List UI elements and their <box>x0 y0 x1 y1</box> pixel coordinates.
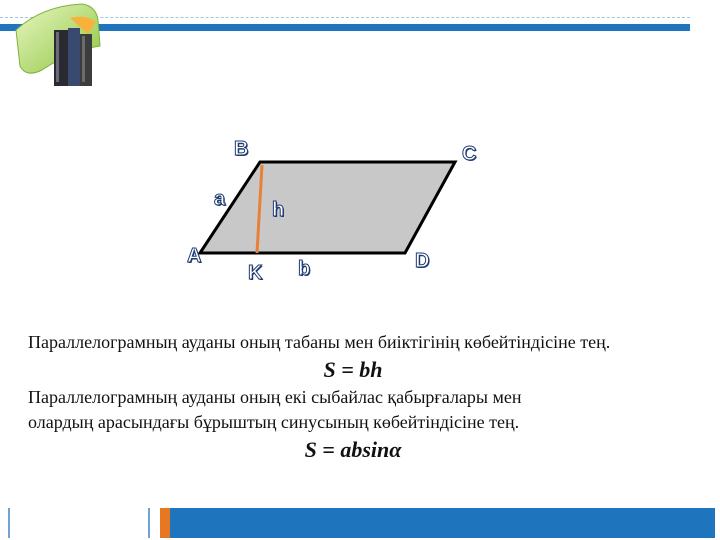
bottom-divider-left <box>8 508 10 538</box>
bottom-orange-accent <box>160 508 170 538</box>
vertex-label-d: D <box>415 250 430 272</box>
side-label-a: a <box>214 188 226 210</box>
formula-1: S = bh <box>323 357 383 382</box>
statement-2-line-1: Параллелограмның ауданы оның екі сыбайлас қабырғалары мен <box>28 387 522 407</box>
vertex-label-a: A <box>187 245 202 267</box>
height-label-h: h <box>272 199 285 221</box>
vertex-label-c: C <box>462 143 477 165</box>
text-block <box>28 330 698 465</box>
foot-label-k: K <box>248 262 263 284</box>
bottom-divider-right <box>148 508 150 538</box>
formula-2: S = absinα <box>304 437 402 462</box>
bottom-accent-bar <box>170 508 715 538</box>
books-icon <box>12 0 112 92</box>
vertex-label-b: B <box>234 138 249 160</box>
statement-1: Параллелограмның ауданы оның табаны мен биіктігінің көбейтіндісіне тең. <box>28 332 611 352</box>
statement-2-line-2: олардың арасындағы бұрыштың синусының көбейтіндісіне тең. <box>28 412 520 432</box>
parallelogram-shape <box>200 162 455 253</box>
side-label-b: b <box>298 258 311 280</box>
